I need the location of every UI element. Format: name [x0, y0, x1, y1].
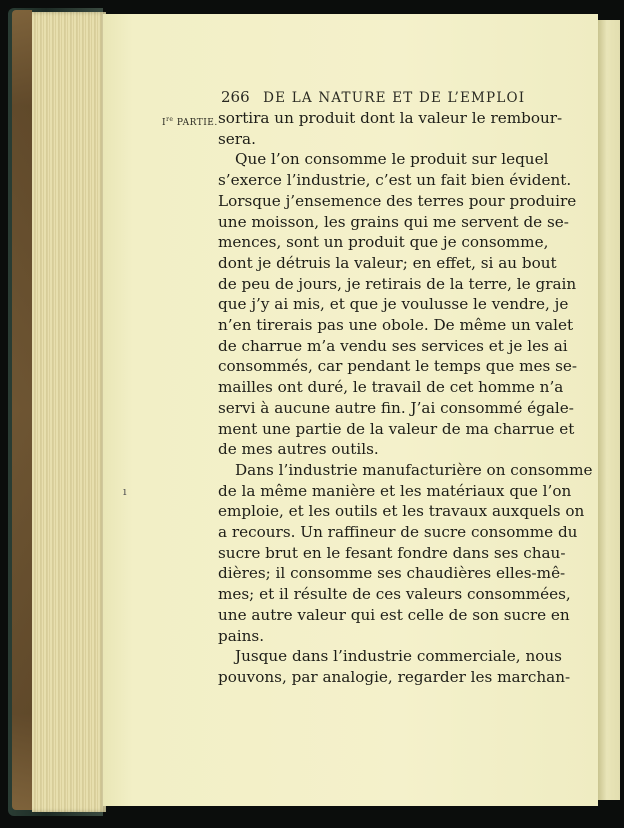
text-line: emploie, et les outils et les travaux auxquels on	[218, 502, 585, 521]
text-line: dières; il consomme ses chaudières elles-mê-	[218, 564, 566, 583]
text-line: a recours. Un raffineur de sucre consomme du	[218, 523, 578, 542]
text-line: sera.	[218, 129, 256, 148]
partie-word: PARTIE.	[173, 118, 218, 128]
text-line: sucre brut en le fesant fondre dans ses chau-	[218, 543, 566, 562]
text-line: une moisson, les grains qui me servent de se-	[218, 212, 569, 231]
cover-edge	[12, 10, 32, 810]
running-title: DE LA NATURE ET DE L’EMPLOI	[263, 90, 526, 106]
partie-marker	[162, 116, 218, 128]
text-line: sortira un produit dont la valeur le rembour-	[218, 109, 563, 127]
text-line: servi à aucune autre fin. J’ai consommé égale-	[218, 398, 574, 417]
text-line: pouvons, par analogie, regarder les marchan-	[218, 667, 571, 686]
text-line: ment une partie de la valeur de ma charrue et	[218, 419, 575, 438]
page-stack	[32, 12, 106, 812]
text-line: de la même manière et les matériaux que l’on	[218, 481, 572, 500]
running-header	[221, 88, 536, 110]
text-line: mes; et il résulte de ces valeurs consommées,	[218, 585, 571, 604]
text-line: n’en tirerais pas une obole. De même un valet	[218, 316, 574, 335]
text-line: consommés, car pendant le temps que mes se-	[218, 357, 577, 376]
text-line: de peu de jours, je retirais de la terre, le grain	[218, 274, 577, 293]
text-line: Jusque dans l’industrie commerciale, nous	[235, 647, 562, 666]
margin-tick: ı	[123, 485, 127, 498]
text-line: Dans l’industrie manufacturière on consomme	[235, 460, 593, 479]
text-line: Que l’on consomme le produit sur lequel	[235, 150, 549, 169]
facing-page-edge	[598, 20, 620, 800]
body-text	[218, 108, 593, 688]
page-number: 266	[221, 88, 250, 106]
text-line: de mes autres outils.	[218, 440, 379, 459]
text-line: pains.	[218, 626, 265, 645]
partie-number: I	[162, 118, 167, 128]
partie-superscript: re	[166, 116, 174, 123]
text-line: de charrue m’a vendu ses services et je les ai	[218, 336, 568, 355]
text-line: dont je détruis la valeur; en effet, si au bout	[218, 253, 557, 272]
text-line: une autre valeur qui est celle de son sucre en	[218, 605, 570, 624]
text-line: Lorsque j’ensemence des terres pour produire	[218, 191, 577, 210]
text-line: s’exerce l’industrie, c’est un fait bien évident.	[218, 171, 572, 190]
text-line: mences, sont un produit que je consomme,	[218, 233, 549, 252]
text-line: que j’y ai mis, et que je voulusse le vendre, je	[218, 295, 569, 314]
text-line: mailles ont duré, le travail de cet homme n’a	[218, 378, 564, 397]
